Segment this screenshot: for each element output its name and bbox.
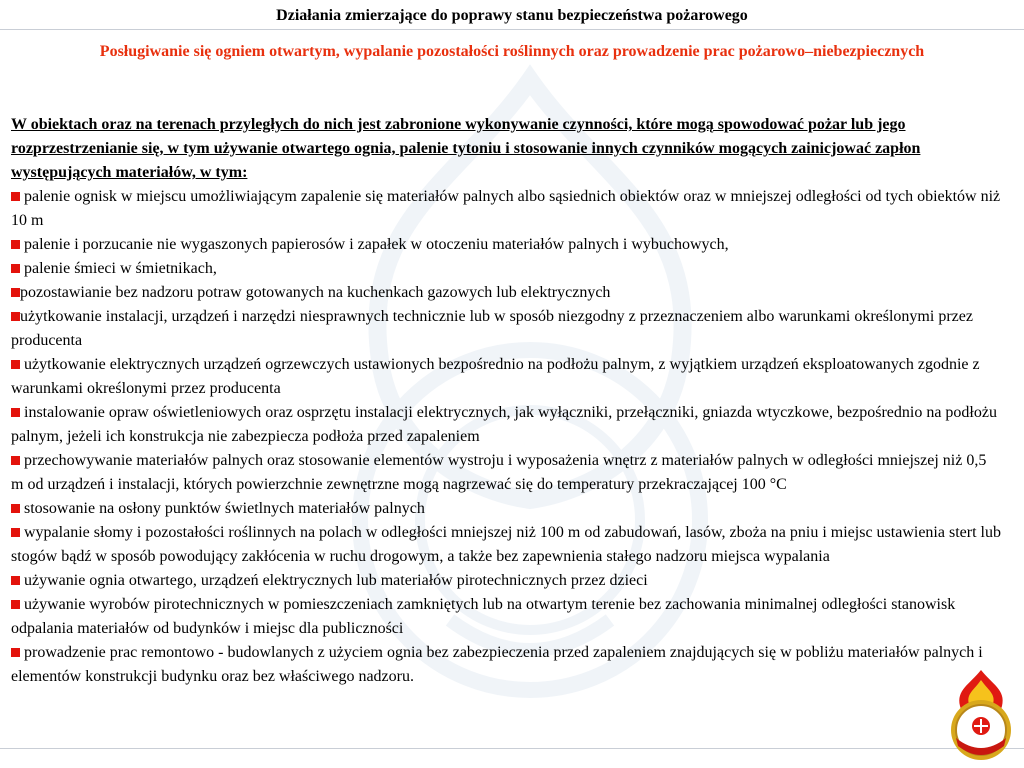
red-square-bullet-icon	[11, 264, 20, 273]
list-item	[11, 353, 1001, 401]
list-item-text: przechowywanie materiałów palnych oraz stosowanie elementów wystroju i wyposażenia wnętrz z materiałów palnych w odległości mniejszej niż 0,5 m od urządzeń i instalacji, których powierzchnie zewnętrzne mogą nagrzewać się do temperatury przekraczającej 100 °C	[11, 452, 987, 493]
red-square-bullet-icon	[11, 504, 20, 513]
list-item-text: palenie i porzucanie nie wygaszonych papierosów i zapałek w otoczeniu materiałów palnych i wybuchowych,	[24, 236, 729, 253]
list-item	[11, 593, 1001, 641]
list-item	[11, 521, 1001, 569]
red-square-bullet-icon	[11, 576, 20, 585]
list-item-text: używanie ognia otwartego, urządzeń elektrycznych lub materiałów pirotechnicznych przez dzieci	[24, 572, 648, 589]
list-item-text: pozostawianie bez nadzoru potraw gotowanych na kuchenkach gazowych lub elektrycznych	[20, 284, 611, 301]
intro-paragraph: W obiektach oraz na terenach przyległych do nich jest zabronione wykonywanie czynności, które mogą spowodować pożar lub jego rozprzestrzenianie się, w tym używanie otwartego ognia, palenie tytoniu i stosowanie innych czynników mogących zainicjować zapłon występujących materiałów, w tym:	[11, 116, 921, 181]
red-square-bullet-icon	[11, 312, 20, 321]
list-item-text: prowadzenie prac remontowo - budowlanych z użyciem ognia bez zabezpieczenia przed zapaleniem znajdujących się w pobliżu materiałów palnych i elementów konstrukcji budynku oraz bez właściwego nadzoru.	[11, 644, 983, 685]
list-item	[11, 401, 1001, 449]
list-item-text: użytkowanie instalacji, urządzeń i narzędzi niesprawnych technicznie lub w sposób niezgodny z przeznaczeniem albo warunkami określonymi przez producenta	[11, 308, 973, 349]
red-square-bullet-icon	[11, 528, 20, 537]
fire-service-emblem-icon	[942, 668, 1020, 764]
list-item-text: używanie wyrobów pirotechnicznych w pomieszczeniach zamkniętych lub na otwartym terenie bez zachowania minimalnej odległości stanowisk odpalania materiałów od budynków i miejsc dla publiczności	[11, 596, 956, 637]
list-item	[11, 641, 1001, 689]
list-item	[11, 449, 1001, 497]
list-item-text: wypalanie słomy i pozostałości roślinnych na polach w odległości mniejszej niż 100 m od zabudowań, lasów, zboża na pniu i miejsc ustawienia stert lub stogów bądź w sposób powodujący zakłócenia w ruchu drogowym, a także bez zapewnienia stałego nadzoru miejsca wypalania	[11, 524, 1001, 565]
red-square-bullet-icon	[11, 192, 20, 201]
list-item	[11, 569, 1001, 593]
list-item-text: instalowanie opraw oświetleniowych oraz osprzętu instalacji elektrycznych, jak wyłączniki, przełączniki, gniazda wtyczkowe, bezpośrednio na podłożu palnym, jeżeli ich konstrukcja nie zabezpiecza podłoża przed zapaleniem	[11, 404, 997, 445]
red-square-bullet-icon	[11, 288, 20, 297]
red-square-bullet-icon	[11, 408, 20, 417]
red-square-bullet-icon	[11, 456, 20, 465]
red-square-bullet-icon	[11, 600, 20, 609]
list-item	[11, 281, 1001, 305]
section-subtitle: Posługiwanie się ogniem otwartym, wypalanie pozostałości roślinnych oraz prowadzenie prac pożarowo–niebezpiecznych	[99, 43, 925, 60]
list-item	[11, 185, 1001, 233]
document-body	[11, 113, 1001, 689]
list-item	[11, 233, 1001, 257]
list-item-text: palenie śmieci w śmietnikach,	[24, 260, 217, 277]
red-square-bullet-icon	[11, 648, 20, 657]
list-item	[11, 257, 1001, 281]
list-item-text: użytkowanie elektrycznych urządzeń ogrzewczych ustawionych bezpośrednio na podłożu palnym, z wyjątkiem urządzeń eksploatowanych zgodnie z warunkami określonymi przez producenta	[11, 356, 980, 397]
header-divider	[0, 29, 1024, 30]
list-item-text: palenie ognisk w miejscu umożliwiającym zapalenie się materiałów palnych albo sąsiednich obiektów oraz w mniejszej odległości od tych obiektów niż 10 m	[11, 188, 1001, 229]
footer-divider	[0, 748, 1024, 749]
red-square-bullet-icon	[11, 360, 20, 369]
list-item	[11, 305, 1001, 353]
red-square-bullet-icon	[11, 240, 20, 249]
page-title: Działania zmierzające do poprawy stanu bezpieczeństwa pożarowego	[276, 7, 748, 24]
list-item-text: stosowanie na osłony punktów świetlnych materiałów palnych	[24, 500, 425, 517]
list-item	[11, 497, 1001, 521]
